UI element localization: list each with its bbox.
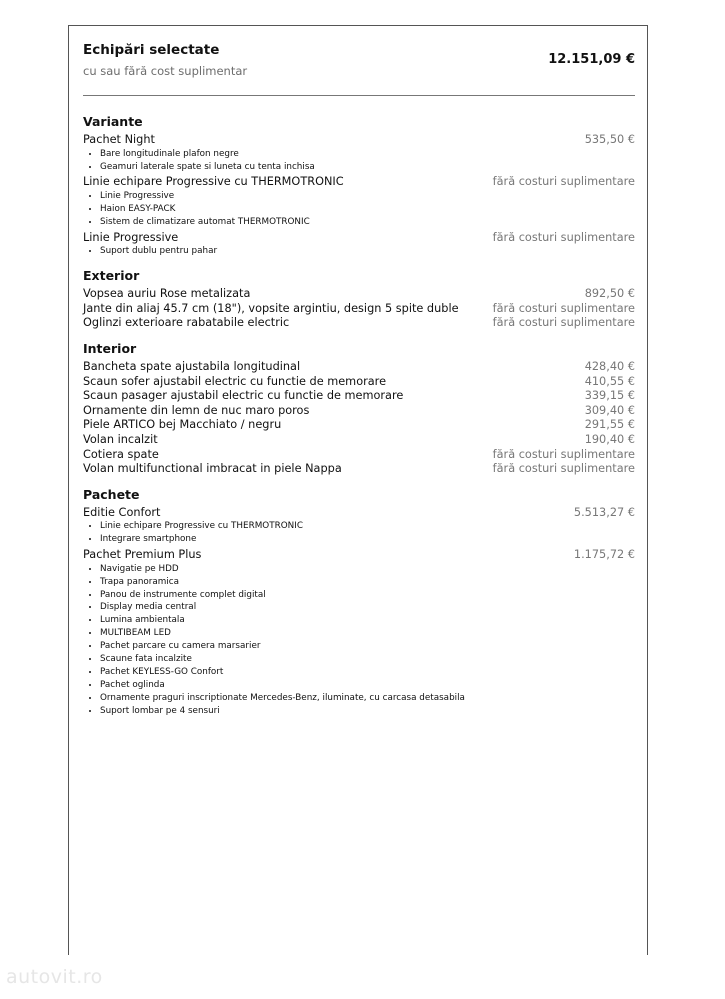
- equipment-price: 339,15 €: [584, 389, 635, 403]
- equipment-price: fără costuri suplimentare: [492, 301, 635, 315]
- equipment-row: [83, 404, 635, 419]
- equipment-row: [83, 175, 635, 190]
- equipment-name: Oglinzi exterioare rabatabile electric: [83, 316, 290, 330]
- equipment-price: 428,40 €: [584, 360, 635, 373]
- equipment-row: [83, 448, 635, 463]
- equipment-name: Pachet Premium Plus: [83, 548, 202, 562]
- equipment-row: [83, 548, 635, 563]
- equipment-price: 1.175,72 €: [573, 548, 635, 562]
- equipment-row: [83, 231, 635, 246]
- header-divider: [83, 95, 635, 96]
- sub-feature-item: • Pachet oglinda: [100, 679, 635, 692]
- equipment-price: 892,50 €: [584, 287, 635, 301]
- sub-feature-list: [83, 245, 635, 258]
- sub-feature-item: • Linie echipare Progressive cu THERMOTRONIC: [100, 520, 635, 533]
- equipment-row: [83, 133, 635, 148]
- sub-feature-list: [83, 563, 635, 718]
- sub-feature-item: • Haion EASY-PACK: [100, 203, 635, 216]
- section-title: Interior: [83, 341, 137, 356]
- equipment-row: [83, 287, 635, 302]
- equipment-name: Linie echipare Progressive cu THERMOTRONIC: [83, 175, 344, 189]
- equipment-price: 291,55 €: [584, 418, 635, 432]
- equipment-price: fără costuri suplimentare: [492, 462, 635, 476]
- equipment-price: fără costuri suplimentare: [492, 175, 635, 189]
- equipment-row: [83, 360, 635, 375]
- sub-feature-list: [83, 190, 635, 229]
- sub-feature-item: • Navigatie pe HDD: [100, 563, 635, 576]
- section-exterior: [83, 268, 635, 331]
- equipment-row: [83, 506, 635, 521]
- sub-feature-item: • Scaune fata incalzite: [100, 653, 635, 666]
- sub-feature-item: • Lumina ambientala: [100, 614, 635, 627]
- equipment-name: Editie Confort: [83, 505, 161, 519]
- section-title: Variante: [83, 114, 143, 129]
- equipment-row: [83, 418, 635, 433]
- equipment-name: Linie Progressive: [83, 230, 179, 244]
- sub-feature-item: • Ornamente praguri inscriptionate Mercedes-Benz, iluminate, cu carcasa detasabila: [100, 692, 635, 705]
- sub-feature-item: • Panou de instrumente complet digital: [100, 589, 635, 602]
- section-variante: [83, 114, 635, 258]
- equipment-price: fără costuri suplimentare: [492, 230, 635, 244]
- sub-feature-list: [83, 148, 635, 174]
- equipment-row: [83, 462, 635, 477]
- equipment-name: Volan incalzit: [83, 432, 158, 446]
- section-interior: [83, 341, 635, 477]
- equipment-row: [83, 316, 635, 331]
- equipment-name: Scaun sofer ajustabil electric cu functie de memorare: [83, 374, 387, 388]
- equipment-price: 535,50 €: [584, 133, 635, 146]
- sub-feature-item: • Pachet KEYLESS-GO Confort: [100, 666, 635, 679]
- equipment-name: Jante din aliaj 45.7 cm (18"), vopsite argintiu, design 5 spite duble: [83, 301, 459, 315]
- equipment-name: Volan multifunctional imbracat in piele Nappa: [83, 462, 342, 476]
- section-pachete: [83, 487, 635, 718]
- sub-feature-item: • Linie Progressive: [100, 190, 635, 203]
- equipment-row: [83, 375, 635, 390]
- equipment-price: 5.513,27 €: [573, 505, 635, 519]
- equipment-name: Scaun pasager ajustabil electric cu functie de memorare: [83, 389, 404, 403]
- equipment-row: [83, 302, 635, 317]
- sub-feature-item: • Trapa panoramica: [100, 576, 635, 589]
- equipment-price: fără costuri suplimentare: [492, 316, 635, 330]
- equipment-name: Piele ARTICO bej Macchiato / negru: [83, 418, 282, 432]
- sub-feature-item: • Geamuri laterale spate si luneta cu tenta inchisa: [100, 161, 635, 174]
- sub-feature-item: • MULTIBEAM LED: [100, 627, 635, 640]
- sub-feature-item: • Integrare smartphone: [100, 533, 635, 546]
- document-header: [83, 42, 635, 78]
- page-title: Echipări selectate: [83, 42, 220, 58]
- equipment-price: 309,40 €: [584, 403, 635, 417]
- equipment-row: [83, 389, 635, 404]
- sub-feature-item: • Suport dublu pentru pahar: [100, 245, 635, 258]
- section-title: Exterior: [83, 268, 140, 284]
- equipment-name: Cotiera spate: [83, 447, 159, 461]
- sub-feature-item: • Suport lombar pe 4 sensuri: [100, 705, 635, 718]
- equipment-row: [83, 433, 635, 448]
- watermark-logo: autovit.ro: [6, 966, 103, 988]
- equipment-price: 190,40 €: [584, 432, 635, 446]
- sub-feature-item: • Bare longitudinale plafon negre: [100, 148, 635, 161]
- section-title: Pachete: [83, 486, 140, 502]
- equipment-name: Vopsea auriu Rose metalizata: [83, 287, 251, 301]
- equipment-list: [83, 114, 635, 728]
- total-price: 12.151,09 €: [548, 52, 635, 67]
- page-subtitle: cu sau fără cost suplimentar: [83, 64, 248, 78]
- equipment-name: Bancheta spate ajustabila longitudinal: [83, 360, 301, 373]
- equipment-name: Ornamente din lemn de nuc maro poros: [83, 403, 310, 417]
- equipment-price: 410,55 €: [584, 374, 635, 388]
- sub-feature-item: • Display media central: [100, 601, 635, 614]
- equipment-name: Pachet Night: [83, 133, 155, 146]
- sub-feature-item: • Sistem de climatizare automat THERMOTRONIC: [100, 216, 635, 229]
- equipment-price: fără costuri suplimentare: [492, 447, 635, 461]
- sub-feature-list: [83, 520, 635, 546]
- sub-feature-item: • Pachet parcare cu camera marsarier: [100, 640, 635, 653]
